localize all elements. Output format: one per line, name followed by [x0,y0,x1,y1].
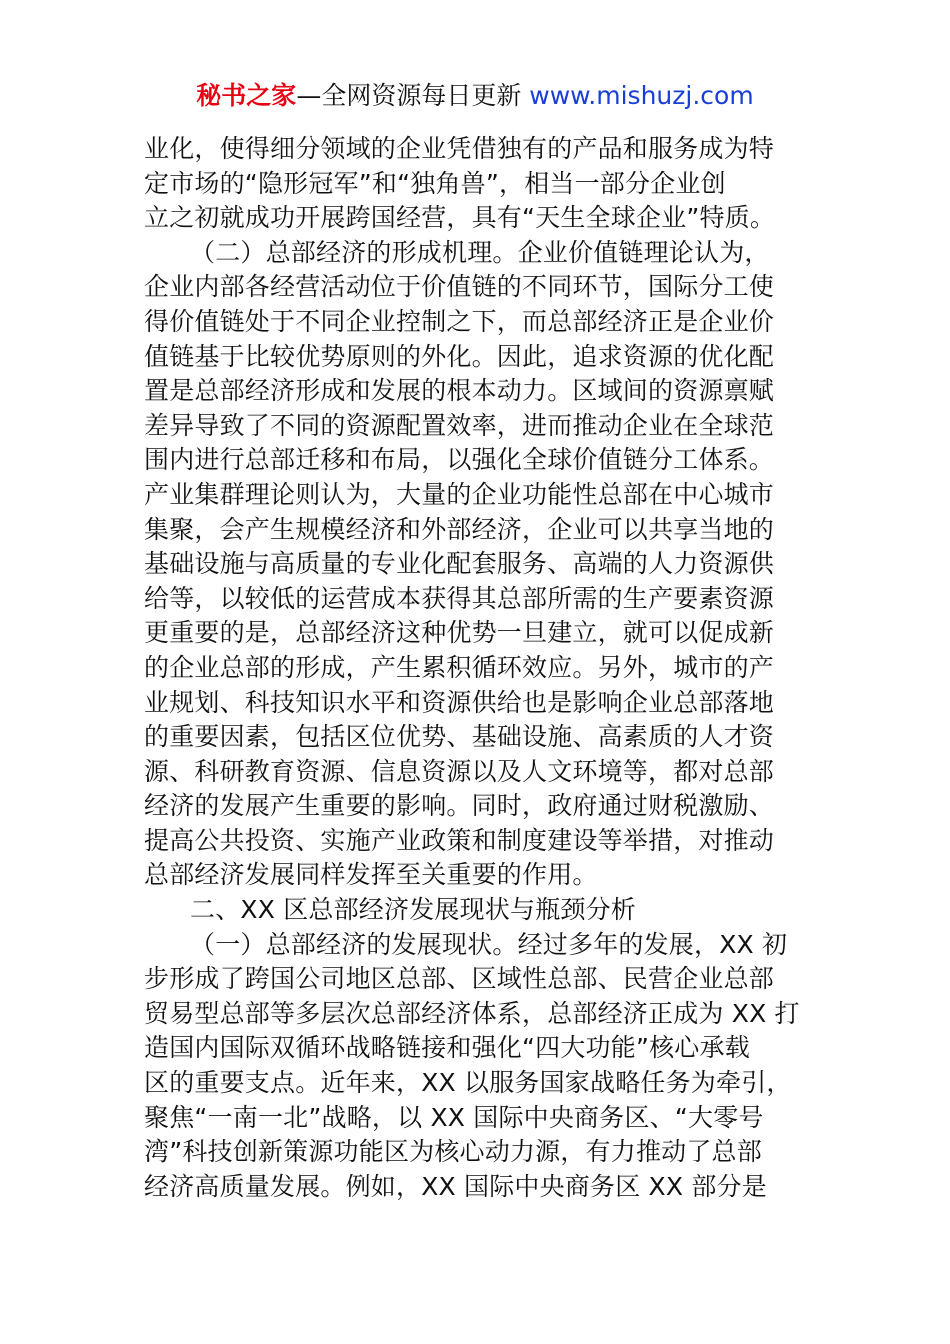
text-line: 的重要因素，包括区位优势、基础设施、高素质的人才资 [144,722,775,752]
text-line: 经济高质量发展。例如，XX 国际中央商务区 XX 部分是 [144,1171,767,1201]
text-line: 二、XX 区总部经济发展现状与瓶颈分析 [190,895,637,925]
text-line: 置是总部经济形成和发展的根本动力。区域间的资源禀赋 [144,376,775,406]
text-line: 集聚，会产生规模经济和外部经济，企业可以共享当地的 [144,514,775,544]
text-line: 企业内部各经营活动位于价值链的不同环节，国际分工使 [144,272,775,302]
text-line: 产业集群理论则认为，大量的企业功能性总部在中心城市 [144,479,775,509]
text-line: 总部经济发展同样发挥至关重要的作用。 [144,860,598,890]
text-line: 源、科研教育资源、信息资源以及人文环境等，都对总部 [144,756,775,786]
text-line: 更重要的是，总部经济这种优势一旦建立，就可以促成新 [144,618,775,648]
site-header [0,78,950,114]
text-line: 业化，使得细分领域的企业凭借独有的产品和服务成为特 [144,134,775,163]
header-tagline: —全网资源每日更新 [296,81,530,110]
text-line: 差异导致了不同的资源配置效率，进而推动企业在全球范 [144,410,775,440]
text-line: 的企业总部的形成，产生累积循环效应。另外，城市的产 [144,652,775,682]
text-line: 给等，以较低的运营成本获得其总部所需的生产要素资源 [144,583,775,613]
text-line: 提高公共投资、实施产业政策和制度建设等举措，对推动 [144,825,775,855]
text-line: 贸易型总部等多层次总部经济体系，总部经济正成为 XX 打 [144,998,800,1028]
text-line: （二）总部经济的形成机理。企业价值链理论认为， [190,237,770,267]
text-line: （一）总部经济的发展现状。经过多年的发展，XX 初 [190,929,788,959]
text-line: 经济的发展产生重要的影响。同时，政府通过财税激励、 [144,791,775,821]
text-line: 基础设施与高质量的专业化配套服务、高端的人力资源供 [144,549,775,579]
site-url-link[interactable]: www.mishuzj.com [529,81,754,110]
text-line: 定市场的“隐形冠军”和“独角兽”，相当一部分企业创 [144,168,726,198]
text-line: 值链基于比较优势原则的外化。因此，追求资源的优化配 [144,341,775,371]
text-line: 湾”科技创新策源功能区为核心动力源，有力推动了总部 [144,1137,762,1167]
text-line: 围内进行总部迁移和布局，以强化全球价值链分工体系。 [144,445,775,475]
text-line: 造国内国际双循环战略链接和强化“四大功能”核心承载 [144,1033,750,1063]
brand-name: 秘书之家 [196,81,297,110]
text-line: 立之初就成功开展跨国经营，具有“天生全球企业”特质。 [144,203,776,233]
text-line: 业规划、科技知识水平和资源供给也是影响企业总部落地 [144,687,775,717]
text-line: 聚焦“一南一北”战略，以 XX 国际中央商务区、“大零号 [144,1102,764,1132]
document-body [144,132,808,1204]
text-line: 得价值链处于不同企业控制之下，而总部经济正是企业价 [144,306,775,336]
text-line: 步形成了跨国公司地区总部、区域性总部、民营企业总部 [144,964,775,994]
text-line: 区的重要支点。近年来，XX 以服务国家战略任务为牵引， [144,1068,792,1098]
